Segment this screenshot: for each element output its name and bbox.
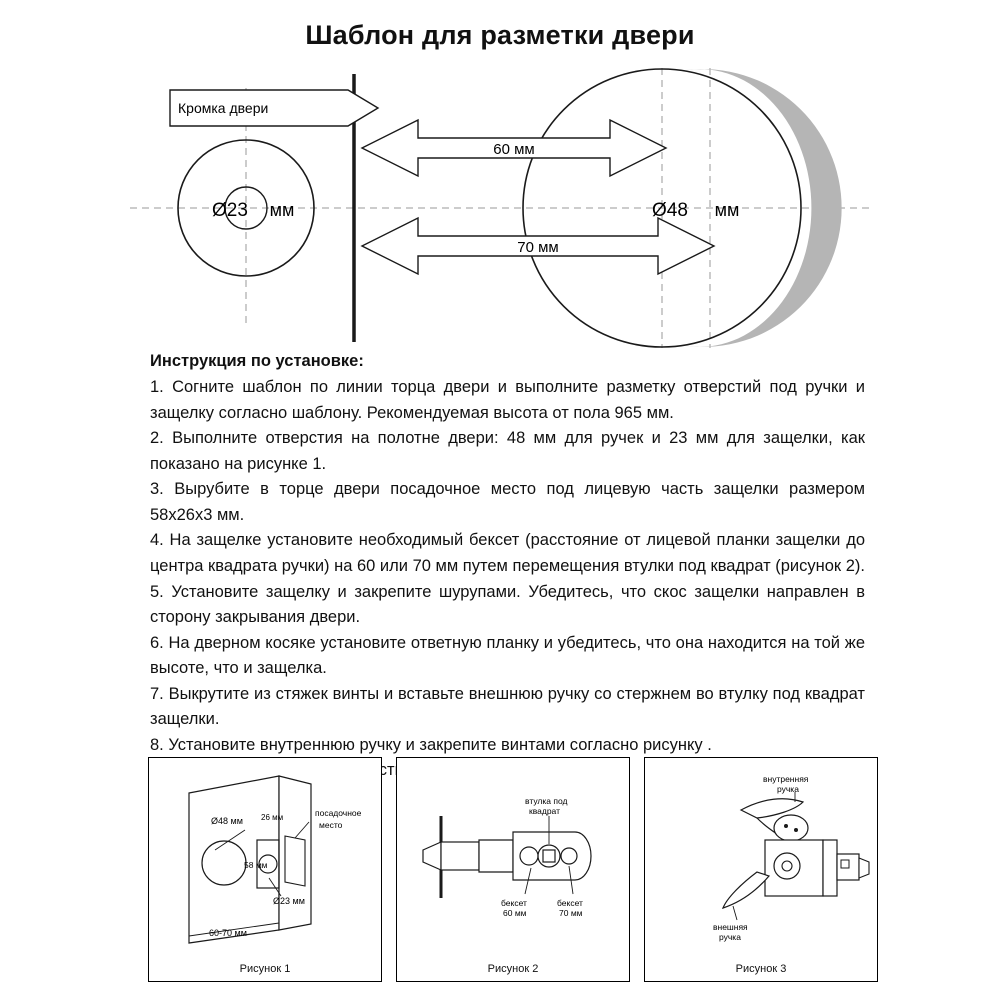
fig2-label-bushing: втулка под [525,796,568,806]
instruction-item: 6. На дверном косяке установите ответную планку и убедитесь, что она находится на той же высоте, что и защелка. [150,633,865,678]
instructions-list [150,375,865,784]
fig1-label-h58: 58 мм [244,860,268,870]
fig2-label-backset70: бексет [557,898,583,908]
svg-text:60 мм: 60 мм [503,908,527,918]
figure-3-caption: Рисунок 3 [735,963,787,975]
figure-1-caption: Рисунок 1 [239,963,291,975]
instruction-item: 8. Установите внутреннюю ручку и закрепите винтами согласно рисунку . [150,735,712,754]
door-template-diagram [130,60,870,350]
small-circle-label: Ø23 [212,200,248,221]
fig1-label-hole23: Ø23 мм [273,896,305,906]
page-title: Шаблон для разметки двери [305,20,695,50]
figure-2-caption: Рисунок 2 [487,963,539,975]
fig1-label-w26: 26 мм [261,813,284,822]
instructions-heading: Инструкция по установке: [150,352,364,370]
instruction-item: 3. Вырубите в торце двери посадочное место под лицевую часть защелки размером 58x26x3 мм. [150,480,865,524]
svg-text:70 мм: 70 мм [559,908,583,918]
fig1-label-seat: посадочное [315,808,362,818]
figure-1 [148,757,382,982]
svg-text:мм: мм [269,200,295,220]
instruction-item: 1. Согните шаблон по линии торца двери и выполните разметку отверстий под ручки и защелку согласно шаблону. Рекомендуемая высота от пола 965 мм. [150,378,865,422]
figure-3 [644,757,878,982]
figures-row [148,757,868,982]
svg-text:квадрат: квадрат [529,806,560,816]
fig3-label-outer: внешняя [713,922,748,932]
svg-text:ручка: ручка [719,932,741,942]
instruction-item: 4. На защелке установите необходимый бексет (расстояние от лицевой планки защелки до центра квадрата ручки) на 60 или 70 мм путем перемещения втулки под квадрат (рисунок 2). [150,531,865,575]
fig3-label-inner: внутренняя [763,774,809,784]
dim-60-label: 60 мм [493,141,535,158]
dim-70-label: 70 мм [517,239,559,256]
svg-text:мм: мм [714,200,740,220]
instruction-item: 2. Выполните отверстия на полотне двери: 48 мм для ручек и 23 мм для защелки, как показано на рисунке 1. [150,429,865,473]
fig1-label-backset: 60-70 мм [209,928,247,938]
edge-label: Кромка двери [178,100,269,116]
fig2-label-backset60: бексет [501,898,527,908]
svg-text:ручка: ручка [777,784,799,794]
instruction-item: 5. Установите защелку и закрепите шурупами. Убедитесь, что скос защелки направлен в сторону закрывания двери. [150,582,865,627]
fig1-label-hole48: Ø48 мм [211,816,243,826]
figure-2 [396,757,630,982]
big-circle-label: Ø48 [652,200,688,221]
instruction-item: 7. Выкрутите из стяжек винты и вставьте внешнюю ручку со стержнем во втулку под квадрат защелки. [150,684,865,729]
svg-text:место: место [319,820,343,830]
